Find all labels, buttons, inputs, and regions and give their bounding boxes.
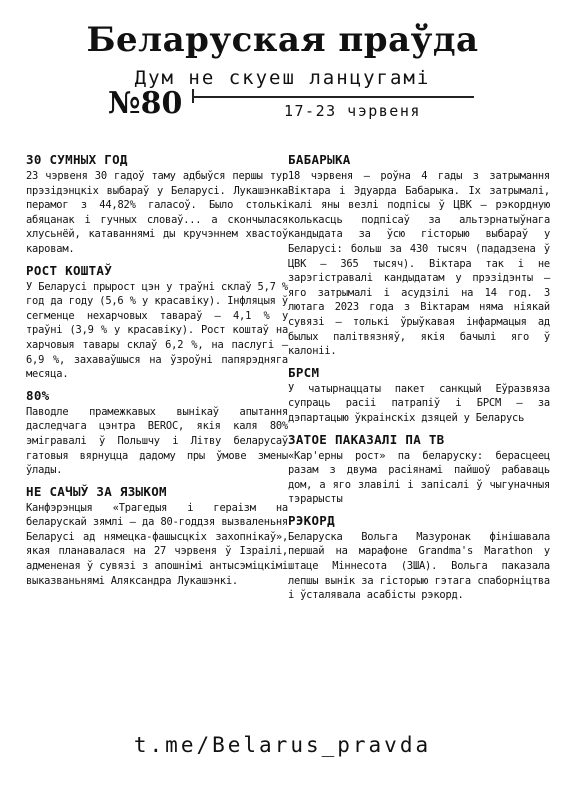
article-text: У чатырнаццаты пакет санкцый Еўразвяза супраць расіі патрапіў і БРСМ — за дэпартацыю ўкраінскіх дзяцей у Беларусь bbox=[288, 382, 550, 424]
article-text: Беларуска Вольга Мазуронак фінішавала першай на марафоне Grandma's Marathon у штаце Міннесота (ЗША). Вольга паказала лепшы вынік за гісторыю гэтага спаборніцтва і ўсталявала асабісты рэкорд. bbox=[288, 530, 550, 602]
right-column bbox=[288, 152, 550, 609]
article-heading: БАБАРЫКА bbox=[288, 152, 351, 167]
telegram-link[interactable]: t.me/Belarus_pravda bbox=[133, 733, 432, 757]
article-text: Паводле прамежкавых вынікаў апытання даследчага цэнтра BEROC, якія каля 80% эмігравалі ў Польшчу і Літву беларусаў гатовыя вярнуцца дадому пры ўмове змены ўлады. bbox=[26, 405, 288, 477]
article-text: 23 чэрвеня 30 гадоў таму адбыўся першы тур прэзідэнцкіх выбараў у Беларусі. Лукашэнка перамог з 44,82% галасоў. Было столькі абяцанак і гучных словаў... а скончылася хлусьнёй, катаваннямі ды кручэннем хвастоў каровам. bbox=[26, 170, 288, 255]
article-heading: ЗАТОЕ ПАКАЗАЛІ ПА ТВ bbox=[288, 431, 445, 447]
article-text: Канфэрэнцыя «Трагедыя і гераізм на беларускай зямлі — да 80-годдзя вызваленьня Беларусі ад нямецка-фашысцкіх захопнікаў», якая планавалася на 27 чэрвеня ў Ізраілі, адмененая ў сувязі з апошнімі антысэміцкімі выказваньнямі Аляксандра Лукашэнкі. bbox=[26, 501, 288, 587]
issue-number: №80 bbox=[108, 86, 183, 121]
article-heading: РЭКОРД bbox=[288, 512, 335, 528]
masthead-rule bbox=[192, 96, 474, 98]
article-text: У Беларусі прырост цэн у траўні склаў 5,7 % год да году (5,6 % у красавіку). Інфляцыя ў сегменце нехарчовых тавараў — 4,1 % у траўні (3,9 % у красавіку). Рост коштаў на харчовыя тавары склаў 6,2 %, на паслугі — 6,9 %, захаваўшыся на ўзроўні папярэдняга месяца. bbox=[26, 280, 288, 381]
article-heading: БРСМ bbox=[288, 364, 320, 380]
article-text: «Кар'ерны рост» па беларуску: берасцеец разам з двума расіянамі пайшоў рабаваць дом, а яго злавілі і запісалі ў чыгуначныя тэрарысты bbox=[288, 449, 550, 506]
article-heading: 30 СУМНЫХ ГОД bbox=[26, 152, 128, 167]
article-heading: РОСТ КОШТАЎ bbox=[26, 262, 113, 278]
article-heading: 80% bbox=[26, 387, 50, 403]
article-text: 18 чэрвеня — роўна 4 гады з затрымання Віктара і Эдуарда Бабарыка. Іх затрымалі, калі яны везлі подпісы ў ЦВК — рэкордную колькасць подпісаў за альтэрнатыўнага кандыдата за ўсю гісторыю выбараў у Беларусі: больш за 430 тысяч (пададзена ў ЦВК — 365 тысяч). Віктара так і не зарэгістравалі кандыдатам у прэзідэнты — яго затрымалі і асудзілі на 14 год. З лютага 2023 года з Віктарам няма ніякай сувязі — толькі ўрыўкавая інфармацыя ад былых палітвязняў, якія бачылі яго ў калоніі. bbox=[288, 170, 550, 358]
article-heading: НЕ САЧЫЎ ЗА ЯЗЫКОМ bbox=[26, 483, 167, 499]
issue-dates: 17-23 чэрвеня bbox=[284, 102, 421, 120]
left-column bbox=[26, 152, 288, 594]
newspaper-title: Беларуская праўда bbox=[86, 20, 479, 60]
newspaper-motto: Дум не скуеш ланцугамі bbox=[134, 67, 431, 89]
